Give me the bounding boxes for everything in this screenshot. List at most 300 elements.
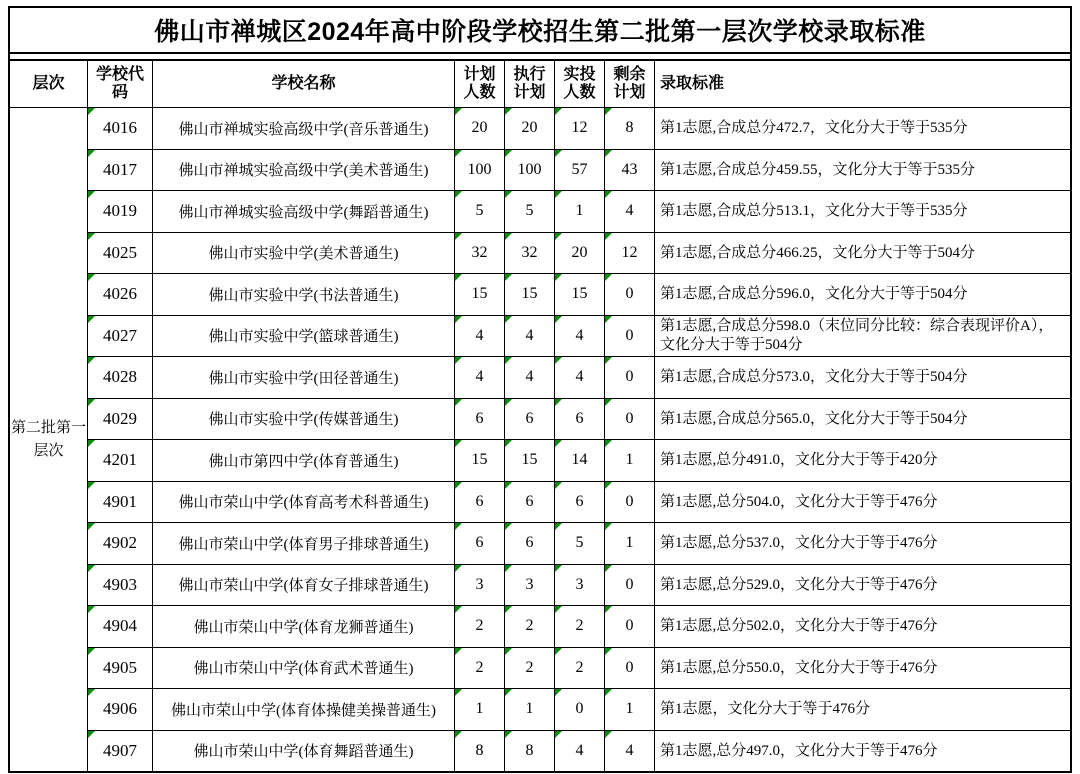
executed-plan-cell (505, 565, 555, 606)
actual-applicants-cell (555, 482, 605, 523)
school-name-cell (153, 357, 455, 398)
excel-flag-icon (505, 316, 512, 323)
school-code: 4907 (103, 740, 137, 760)
excel-flag-icon (555, 689, 562, 696)
column-header-exec: 执行计划 (505, 61, 555, 107)
actual-applicants: 4 (575, 741, 584, 759)
admission-standard: 第1志愿,合成总分459.55，文化分大于等于535分 (660, 161, 976, 178)
excel-flag-icon (605, 440, 612, 447)
executed-plan-cell (505, 523, 555, 564)
excel-flag-icon (505, 357, 512, 364)
excel-flag-icon (505, 523, 512, 530)
actual-applicants-cell (555, 316, 605, 357)
admission-standard-cell (655, 316, 1070, 357)
school-code-cell (88, 731, 153, 772)
table-row (88, 440, 1070, 482)
school-name: 佛山市荣山中学(体育男子排球普通生) (178, 536, 429, 553)
admission-standard-cell (655, 274, 1070, 315)
title-divider (10, 54, 1070, 61)
planned-count-cell (455, 191, 505, 232)
school-name: 佛山市荣山中学(体育女子排球普通生) (178, 578, 429, 595)
school-code-cell (88, 108, 153, 149)
remaining-plan: 0 (625, 409, 634, 427)
table-grid (10, 61, 1070, 771)
planned-count-cell (455, 274, 505, 315)
admission-standard-cell (655, 482, 1070, 523)
executed-plan: 5 (525, 202, 534, 220)
planned-count: 5 (475, 202, 484, 220)
admission-standard-cell (655, 565, 1070, 606)
admission-standard-cell (655, 108, 1070, 149)
admission-standard: 第1志愿,合成总分598.0（末位同分比较：综合表现评价A），文化分大于等于504分 (660, 318, 1054, 353)
excel-flag-icon (505, 399, 512, 406)
excel-flag-icon (455, 150, 462, 157)
planned-count: 4 (475, 326, 484, 344)
executed-plan: 1 (525, 700, 534, 718)
actual-applicants-cell (555, 108, 605, 149)
excel-flag-icon (555, 648, 562, 655)
remaining-plan: 43 (621, 160, 638, 178)
admission-standard: 第1志愿,合成总分596.0，文化分大于等于504分 (660, 286, 968, 303)
school-code-cell (88, 648, 153, 689)
school-name-cell (153, 565, 455, 606)
executed-plan: 15 (521, 285, 538, 303)
admission-standard: 第1志愿,合成总分466.25，文化分大于等于504分 (660, 244, 976, 261)
admission-table (8, 6, 1072, 773)
admission-standard: 第1志愿,总分491.0，文化分大于等于420分 (660, 452, 938, 469)
school-code-cell (88, 482, 153, 523)
planned-count: 32 (471, 243, 488, 261)
remaining-plan: 0 (625, 285, 634, 303)
school-code-cell (88, 565, 153, 606)
planned-count: 20 (471, 119, 488, 137)
excel-flag-icon (505, 108, 512, 115)
table-row (88, 648, 1070, 690)
admission-standard: 第1志愿,总分497.0，文化分大于等于476分 (660, 742, 938, 759)
school-code: 4901 (103, 491, 137, 511)
planned-count: 3 (475, 575, 484, 593)
actual-applicants: 5 (575, 534, 584, 552)
school-name-cell (153, 274, 455, 315)
remaining-plan-cell (605, 191, 655, 232)
executed-plan-cell (505, 399, 555, 440)
admission-standard: 第1志愿,合成总分472.7，文化分大于等于535分 (660, 120, 968, 137)
executed-plan-cell (505, 274, 555, 315)
excel-flag-icon (505, 150, 512, 157)
excel-flag-icon (505, 731, 512, 738)
admission-standard-cell (655, 399, 1070, 440)
excel-flag-icon (88, 523, 95, 530)
school-code-cell (88, 689, 153, 730)
excel-flag-icon (455, 482, 462, 489)
excel-flag-icon (455, 274, 462, 281)
school-name-cell (153, 233, 455, 274)
excel-flag-icon (605, 150, 612, 157)
actual-applicants: 6 (575, 409, 584, 427)
planned-count-cell (455, 689, 505, 730)
admission-standard: 第1志愿,总分537.0，文化分大于等于476分 (660, 535, 938, 552)
school-name: 佛山市荣山中学(体育体操健美操普通生) (171, 702, 436, 719)
remaining-plan-cell (605, 482, 655, 523)
excel-flag-icon (455, 648, 462, 655)
planned-count-cell (455, 108, 505, 149)
remaining-plan-cell (605, 399, 655, 440)
excel-flag-icon (605, 731, 612, 738)
admission-standard-cell (655, 731, 1070, 772)
admission-standard: 第1志愿，文化分大于等于476分 (660, 701, 871, 718)
excel-flag-icon (88, 648, 95, 655)
excel-flag-icon (88, 274, 95, 281)
column-header-name: 学校名称 (153, 61, 455, 107)
actual-applicants: 2 (575, 658, 584, 676)
remaining-plan: 1 (625, 534, 634, 552)
admission-standard-cell (655, 150, 1070, 191)
table-row (88, 274, 1070, 316)
column-header-remain: 剩余计划 (605, 61, 655, 107)
executed-plan: 4 (525, 368, 534, 386)
planned-count: 100 (467, 160, 492, 178)
remaining-plan-cell (605, 606, 655, 647)
table-rows (88, 108, 1070, 771)
school-name-cell (153, 606, 455, 647)
excel-flag-icon (605, 108, 612, 115)
remaining-plan-cell (605, 440, 655, 481)
actual-applicants-cell (555, 274, 605, 315)
school-code: 4906 (103, 699, 137, 719)
school-name-cell (153, 150, 455, 191)
excel-flag-icon (88, 316, 95, 323)
excel-flag-icon (88, 482, 95, 489)
actual-applicants: 14 (571, 451, 588, 469)
school-name: 佛山市实验中学(田径普通生) (208, 370, 399, 387)
executed-plan-cell (505, 482, 555, 523)
excel-flag-icon (455, 399, 462, 406)
school-name: 佛山市禅城实验高级中学(美术普通生) (178, 163, 429, 180)
actual-applicants-cell (555, 150, 605, 191)
school-code: 4026 (103, 284, 137, 304)
executed-plan-cell (505, 731, 555, 772)
excel-flag-icon (88, 150, 95, 157)
executed-plan: 100 (517, 160, 542, 178)
school-name: 佛山市实验中学(篮球普通生) (208, 329, 399, 346)
excel-flag-icon (555, 316, 562, 323)
actual-applicants: 6 (575, 492, 584, 510)
school-name-cell (153, 648, 455, 689)
school-code: 4902 (103, 533, 137, 553)
tier-merged-cell: 第二批第一层次 (10, 108, 88, 771)
excel-flag-icon (455, 440, 462, 447)
planned-count-cell (455, 565, 505, 606)
remaining-plan: 8 (625, 119, 634, 137)
remaining-plan: 0 (625, 492, 634, 510)
excel-flag-icon (505, 565, 512, 572)
excel-flag-icon (505, 648, 512, 655)
excel-flag-icon (555, 565, 562, 572)
remaining-plan: 1 (625, 700, 634, 718)
excel-flag-icon (605, 565, 612, 572)
planned-count-cell (455, 648, 505, 689)
remaining-plan: 1 (625, 451, 634, 469)
remaining-plan: 4 (625, 741, 634, 759)
executed-plan-cell (505, 150, 555, 191)
school-name: 佛山市实验中学(传媒普通生) (208, 412, 399, 429)
school-code: 4017 (103, 159, 137, 179)
excel-flag-icon (605, 482, 612, 489)
executed-plan: 2 (525, 658, 534, 676)
actual-applicants: 4 (575, 368, 584, 386)
admission-standard-cell (655, 648, 1070, 689)
planned-count-cell (455, 399, 505, 440)
planned-count-cell (455, 150, 505, 191)
excel-flag-icon (505, 233, 512, 240)
remaining-plan: 0 (625, 326, 634, 344)
excel-flag-icon (455, 523, 462, 530)
excel-flag-icon (555, 731, 562, 738)
admission-standard: 第1志愿,总分502.0，文化分大于等于476分 (660, 618, 938, 635)
actual-applicants: 1 (575, 202, 584, 220)
excel-flag-icon (505, 191, 512, 198)
planned-count: 6 (475, 409, 484, 427)
executed-plan-cell (505, 440, 555, 481)
school-name-cell (153, 440, 455, 481)
school-name: 佛山市荣山中学(体育高考术科普通生) (178, 495, 429, 512)
admission-standard-cell (655, 689, 1070, 730)
planned-count: 8 (475, 741, 484, 759)
planned-count-cell (455, 731, 505, 772)
school-name-cell (153, 399, 455, 440)
school-code: 4201 (103, 450, 137, 470)
excel-flag-icon (555, 482, 562, 489)
executed-plan: 6 (525, 534, 534, 552)
actual-applicants: 4 (575, 326, 584, 344)
planned-count-cell (455, 357, 505, 398)
actual-applicants-cell (555, 399, 605, 440)
actual-applicants-cell (555, 440, 605, 481)
table-body (10, 108, 1070, 771)
remaining-plan: 0 (625, 575, 634, 593)
excel-flag-icon (455, 565, 462, 572)
actual-applicants: 3 (575, 575, 584, 593)
school-code: 4904 (103, 616, 137, 636)
remaining-plan-cell (605, 150, 655, 191)
school-code-cell (88, 150, 153, 191)
executed-plan-cell (505, 233, 555, 274)
excel-flag-icon (555, 606, 562, 613)
planned-count: 2 (475, 658, 484, 676)
excel-flag-icon (605, 274, 612, 281)
excel-flag-icon (88, 565, 95, 572)
excel-flag-icon (505, 440, 512, 447)
excel-flag-icon (555, 440, 562, 447)
table-header (10, 61, 1070, 108)
table-row (88, 731, 1070, 772)
column-header-plan: 计划人数 (455, 61, 505, 107)
actual-applicants: 2 (575, 617, 584, 635)
actual-applicants-cell (555, 565, 605, 606)
remaining-plan: 0 (625, 368, 634, 386)
actual-applicants-cell (555, 648, 605, 689)
table-title: 佛山市禅城区2024年高中阶段学校招生第二批第一层次学校录取标准 (10, 8, 1070, 54)
remaining-plan-cell (605, 316, 655, 357)
excel-flag-icon (88, 606, 95, 613)
executed-plan: 6 (525, 409, 534, 427)
column-header-tier: 层次 (10, 61, 88, 107)
actual-applicants: 20 (571, 243, 588, 261)
school-code-cell (88, 274, 153, 315)
remaining-plan: 4 (625, 202, 634, 220)
admission-standard-cell (655, 233, 1070, 274)
school-name-cell (153, 482, 455, 523)
planned-count-cell (455, 482, 505, 523)
admission-standard: 第1志愿,合成总分565.0，文化分大于等于504分 (660, 410, 968, 427)
planned-count-cell (455, 523, 505, 564)
remaining-plan-cell (605, 565, 655, 606)
excel-flag-icon (605, 648, 612, 655)
column-header-standard: 录取标准 (660, 74, 725, 92)
excel-flag-icon (455, 606, 462, 613)
actual-applicants-cell (555, 731, 605, 772)
school-name-cell (153, 523, 455, 564)
excel-flag-icon (555, 108, 562, 115)
table-row (88, 689, 1070, 731)
school-name: 佛山市荣山中学(体育武术普通生) (193, 661, 414, 678)
excel-flag-icon (555, 191, 562, 198)
school-code-cell (88, 399, 153, 440)
executed-plan: 20 (521, 119, 538, 137)
executed-plan-cell (505, 191, 555, 232)
executed-plan: 32 (521, 243, 538, 261)
planned-count: 15 (471, 451, 488, 469)
excel-flag-icon (455, 191, 462, 198)
excel-flag-icon (455, 357, 462, 364)
school-code-cell (88, 316, 153, 357)
planned-count-cell (455, 606, 505, 647)
school-code-cell (88, 233, 153, 274)
admission-standard-cell (655, 191, 1070, 232)
table-row (88, 399, 1070, 441)
school-code: 4903 (103, 574, 137, 594)
excel-flag-icon (605, 689, 612, 696)
school-code-cell (88, 191, 153, 232)
table-row (88, 606, 1070, 648)
remaining-plan-cell (605, 648, 655, 689)
column-header-actual: 实投人数 (555, 61, 605, 107)
excel-flag-icon (88, 233, 95, 240)
excel-flag-icon (605, 191, 612, 198)
planned-count: 6 (475, 492, 484, 510)
excel-flag-icon (555, 274, 562, 281)
school-name: 佛山市实验中学(书法普通生) (208, 287, 399, 304)
executed-plan-cell (505, 108, 555, 149)
remaining-plan-cell (605, 108, 655, 149)
table-row (88, 108, 1070, 150)
school-code-cell (88, 357, 153, 398)
planned-count: 1 (475, 700, 484, 718)
remaining-plan-cell (605, 731, 655, 772)
planned-count-cell (455, 316, 505, 357)
table-row (88, 357, 1070, 399)
school-code: 4905 (103, 657, 137, 677)
remaining-plan: 0 (625, 658, 634, 676)
excel-flag-icon (88, 399, 95, 406)
actual-applicants-cell (555, 233, 605, 274)
excel-flag-icon (455, 316, 462, 323)
excel-flag-icon (555, 233, 562, 240)
remaining-plan-cell (605, 233, 655, 274)
executed-plan-cell (505, 648, 555, 689)
school-code: 4025 (103, 242, 137, 262)
planned-count-cell (455, 233, 505, 274)
table-row (88, 191, 1070, 233)
excel-flag-icon (605, 399, 612, 406)
remaining-plan-cell (605, 523, 655, 564)
school-code: 4029 (103, 408, 137, 428)
table-row (88, 233, 1070, 275)
executed-plan: 2 (525, 617, 534, 635)
excel-flag-icon (605, 357, 612, 364)
school-name-cell (153, 191, 455, 232)
admission-standard-cell (655, 523, 1070, 564)
excel-flag-icon (605, 316, 612, 323)
actual-applicants: 57 (571, 160, 588, 178)
excel-flag-icon (555, 150, 562, 157)
school-code-cell (88, 440, 153, 481)
executed-plan: 3 (525, 575, 534, 593)
excel-flag-icon (605, 233, 612, 240)
executed-plan-cell (505, 606, 555, 647)
school-code-cell (88, 523, 153, 564)
admission-standard: 第1志愿,总分504.0，文化分大于等于476分 (660, 493, 938, 510)
school-name-cell (153, 316, 455, 357)
school-name: 佛山市第四中学(体育普通生) (208, 453, 399, 470)
admission-standard-cell (655, 440, 1070, 481)
school-name-cell (153, 689, 455, 730)
excel-flag-icon (88, 191, 95, 198)
excel-flag-icon (505, 606, 512, 613)
school-name: 佛山市禅城实验高级中学(音乐普通生) (178, 121, 429, 138)
excel-flag-icon (88, 357, 95, 364)
school-name: 佛山市荣山中学(体育舞蹈普通生) (193, 744, 414, 761)
remaining-plan-cell (605, 357, 655, 398)
excel-flag-icon (605, 523, 612, 530)
excel-flag-icon (555, 399, 562, 406)
excel-flag-icon (88, 440, 95, 447)
excel-flag-icon (88, 731, 95, 738)
excel-flag-icon (505, 274, 512, 281)
table-row (88, 523, 1070, 565)
admission-standard: 第1志愿,总分550.0，文化分大于等于476分 (660, 659, 938, 676)
actual-applicants-cell (555, 606, 605, 647)
table-row (88, 316, 1070, 358)
executed-plan: 8 (525, 741, 534, 759)
planned-count: 15 (471, 285, 488, 303)
admission-standard-cell (655, 606, 1070, 647)
excel-flag-icon (455, 108, 462, 115)
excel-flag-icon (88, 689, 95, 696)
planned-count-cell (455, 440, 505, 481)
school-code: 4027 (103, 325, 137, 345)
school-name: 佛山市禅城实验高级中学(舞蹈普通生) (178, 204, 429, 221)
school-name-cell (153, 108, 455, 149)
school-name-cell (153, 731, 455, 772)
planned-count: 4 (475, 368, 484, 386)
actual-applicants-cell (555, 689, 605, 730)
excel-flag-icon (455, 233, 462, 240)
remaining-plan-cell (605, 689, 655, 730)
excel-flag-icon (455, 689, 462, 696)
school-code: 4016 (103, 118, 137, 138)
school-code-cell (88, 606, 153, 647)
